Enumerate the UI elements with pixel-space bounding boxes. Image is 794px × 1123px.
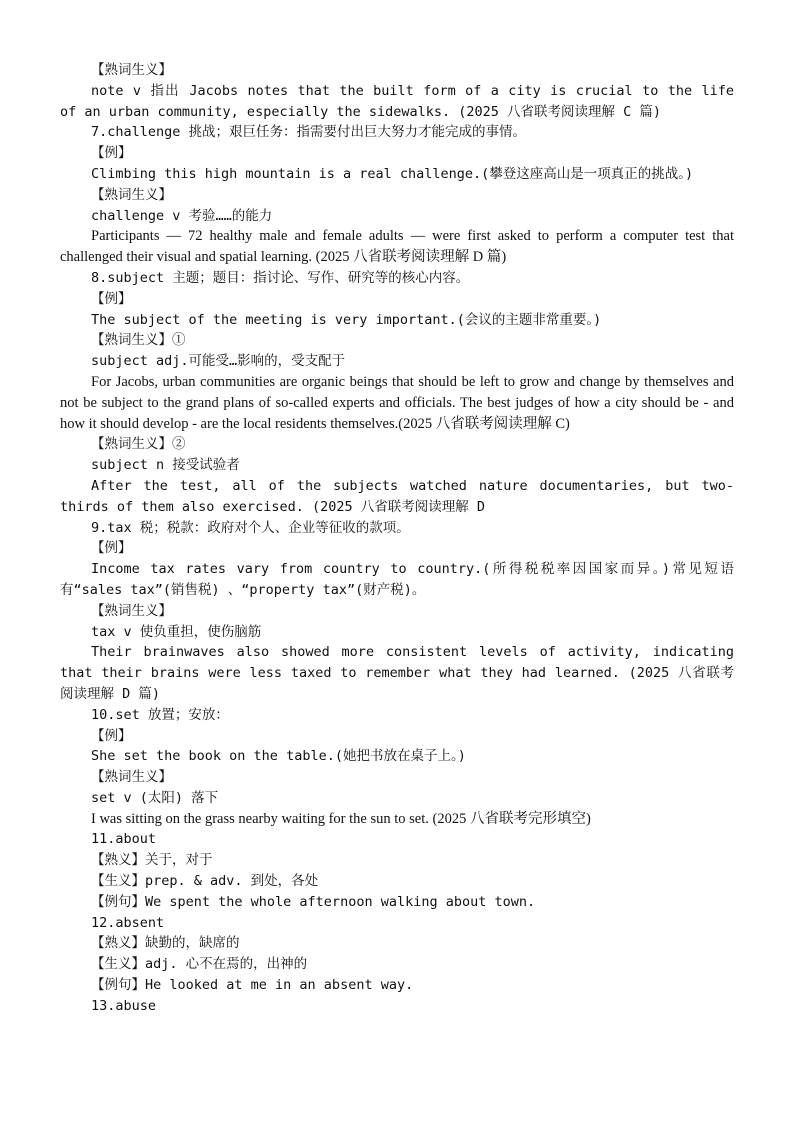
text-line: 【熟词生义】② — [91, 436, 186, 453]
text-line: 【例】 — [91, 727, 132, 744]
text-line: 【熟词生义】 — [91, 602, 172, 619]
text-line: tax v 使负重担，使伤脑筋 — [91, 623, 262, 640]
text-line: subject adj.可能受…影响的，受支配于 — [91, 353, 346, 370]
text-line: 12.absent — [91, 914, 165, 931]
text-line: 【熟词生义】 — [91, 769, 172, 786]
text-line: Participants — 72 healthy male and female adults — were first asked to perform a computer test that challenged their visual and spatial learning. (2025 八省联考阅读理解 D 篇) — [60, 228, 738, 266]
text-line: Their brainwaves also showed more consistent levels of activity, indicating that their brains were less taxed to remember what they had learned. (2025 八省联考阅读理解 D 篇) — [60, 644, 743, 702]
text-line: She set the book on the table.(她把书放在桌子上。) — [91, 748, 466, 765]
text-line: 【生义】adj. 心不在焉的，出神的 — [91, 956, 308, 973]
text-line: Climbing this high mountain is a real challenge.(攀登这座高山是一项真正的挑战。) — [91, 165, 694, 182]
text-line: The subject of the meeting is very important.(会议的主题非常重要。) — [91, 311, 602, 328]
text-line: Income tax rates vary from country to country.(所得税税率因国家而异。)常见短语有“sales tax”(销售税) 、“property tax”(财产税)。 — [60, 561, 734, 598]
text-line: 【例句】We spent the whole afternoon walking about town. — [91, 893, 536, 910]
document-body — [60, 60, 743, 1017]
text-line: 【熟词生义】 — [91, 186, 172, 203]
text-line: 【熟词生义】① — [91, 332, 186, 349]
text-line: 9.tax 税；税款：政府对个人、企业等征收的款项。 — [91, 519, 410, 536]
text-line: subject n 接受试验者 — [91, 457, 240, 474]
text-line: 【熟义】关于，对于 — [91, 852, 213, 869]
text-line: 8.subject 主题；题目：指讨论、写作、研究等的核心内容。 — [91, 269, 470, 286]
text-line: After the test, all of the subjects watched nature documentaries, but two-thirds of them also exercised. (2025 八省联考阅读理解 D — [60, 477, 734, 515]
text-line: 【例】 — [91, 145, 132, 162]
text-line: 7.challenge 挑战；艰巨任务：指需要付出巨大努力才能完成的事情。 — [91, 124, 527, 141]
text-line: 【熟义】缺勤的，缺席的 — [91, 935, 240, 952]
text-line: For Jacobs, urban communities are organic beings that should be left to grow and change by themselves and not be subject to the grand plans of so-called experts and officials. The best judges of how a city should be - and how it should develop - are the local residents themselves.(2025 八省联考阅读理解 C) — [60, 373, 738, 432]
text-line: challenge v 考验……的能力 — [91, 207, 273, 224]
text-line: 【例句】He looked at me in an absent way. — [91, 977, 414, 994]
text-line: 13.abuse — [91, 997, 157, 1014]
text-line: 10.set 放置；安放： — [91, 706, 229, 723]
text-line: 【例】 — [91, 290, 132, 307]
text-line: note v 指出 Jacobs notes that the built form of a city is crucial to the life of an urban community, especially the sidewalks. (2025 八省联考阅读理解 C 篇) — [60, 82, 743, 120]
text-line: I was sitting on the grass nearby waiting for the sun to set. (2025 八省联考完形填空) — [91, 810, 591, 827]
text-line: 11.about — [91, 831, 157, 848]
text-line: 【例】 — [91, 540, 132, 557]
text-line: 【熟词生义】 — [91, 62, 172, 78]
text-line: set v (太阳) 落下 — [91, 789, 219, 806]
text-line: 【生义】prep. & adv. 到处，各处 — [91, 873, 319, 890]
